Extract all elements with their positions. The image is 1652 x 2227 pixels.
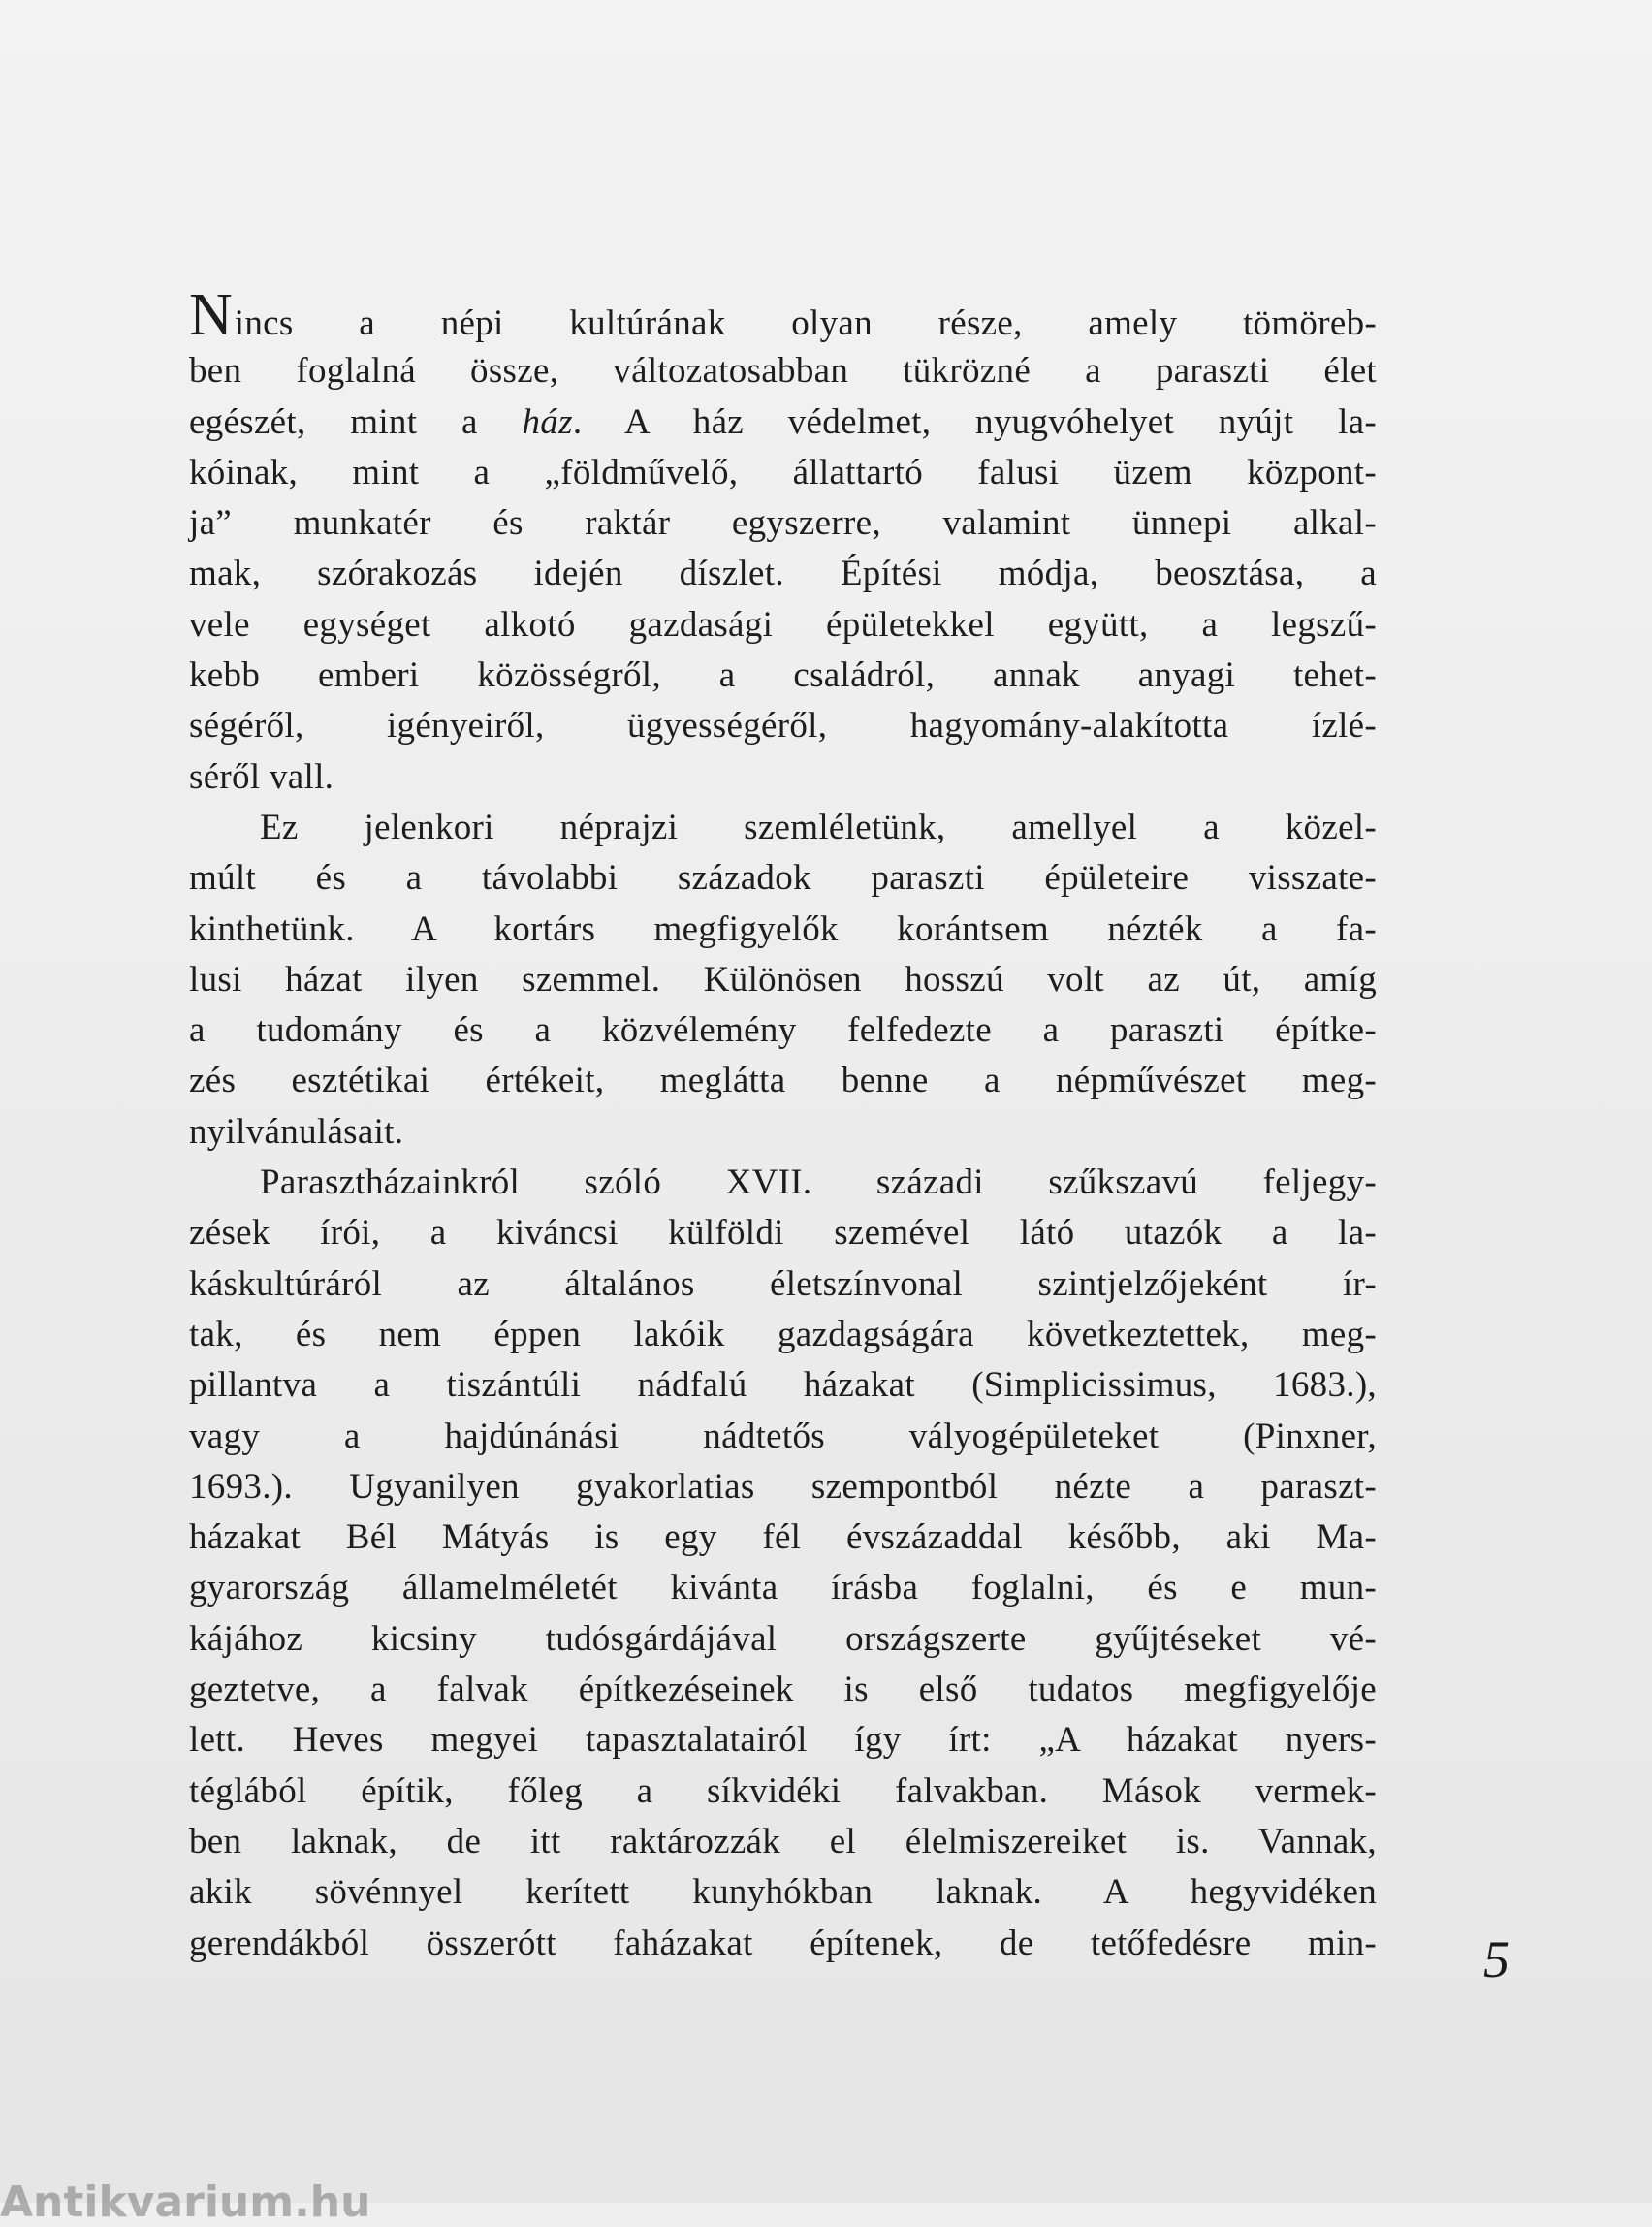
text-line: lett. Heves megyei tapasztalatairól így írt: „A házakat nyers-: [189, 1720, 1377, 1761]
text-line: kóinak, mint a „földművelő, állattartó falusi üzem központ-: [189, 452, 1377, 493]
text-line: vagy a hajdúnánási nádtetős vályogépületeket (Pinxner,: [189, 1416, 1377, 1456]
text-line: vele egységet alkotó gazdasági épületekkel együtt, a legszű-: [189, 604, 1377, 645]
text-line: Parasztházainkról szóló XVII. századi szűkszavú feljegy-: [260, 1162, 1377, 1203]
text-line: Nincs a népi kultúrának olyan része, amely tömöreb-: [189, 282, 1377, 348]
text-line: akik sövénnyel kerített kunyhókban laknak. A hegyvidéken: [189, 1872, 1377, 1913]
text-line: zések írói, a kiváncsi külföldi szemével látó utazók a la-: [189, 1213, 1377, 1254]
text-line: gyarország államelméletét kivánta írásba foglalni, és e mun-: [189, 1568, 1377, 1608]
text-line: téglából építik, főleg a síkvidéki falvakban. Mások vermek-: [189, 1770, 1377, 1811]
page-number: 5: [1483, 1930, 1509, 1988]
text-line: 1693.). Ugyanilyen gyakorlatias szempontból nézte a paraszt-: [189, 1466, 1377, 1507]
text-line: ben foglalná össze, változatosabban tükrözné a paraszti élet: [189, 351, 1377, 392]
text-line: lusi házat ilyen szemmel. Különösen hosszú volt az út, amíg: [189, 959, 1377, 1000]
text-line: kinthetünk. A kortárs megfigyelők korántsem nézték a fa-: [189, 908, 1377, 949]
text-line: gerendákból összerótt faházakat építenek, de tetőfedésre min-: [189, 1923, 1377, 1963]
text-line: kebb emberi közösségről, a családról, annak anyagi tehet-: [189, 655, 1377, 696]
text-line: egészét, mint a ház. A ház védelmet, nyugvóhelyet nyújt la-: [189, 401, 1378, 442]
text-line: nyilvánulásait.: [189, 1111, 404, 1152]
text-line: a tudomány és a közvélemény felfedezte a paraszti építke-: [189, 1010, 1377, 1051]
text-line: ségéről, igényeiről, ügyességéről, hagyomány-alakította ízlé-: [189, 706, 1377, 747]
text-line: séről vall.: [189, 756, 334, 797]
text-line: ben laknak, de itt raktározzák el élelmiszereiket is. Vannak,: [189, 1821, 1377, 1861]
text-line: tak, és nem éppen lakóik gazdagságára következtettek, meg-: [189, 1314, 1377, 1354]
text-line: zés esztétikai értékeit, meglátta benne a népművészet meg-: [189, 1061, 1377, 1101]
text-line: káskultúráról az általános életszínvonal szintjelzőjeként ír-: [189, 1263, 1377, 1304]
italic-word: ház: [522, 401, 573, 442]
watermark: Antikvarium.hu: [0, 2178, 371, 2227]
body-text: [189, 282, 1378, 1969]
text-line: kájához kicsiny tudósgárdájával országszerte gyűjtéseket vé-: [189, 1618, 1377, 1659]
text-line: múlt és a távolabbi századok paraszti épületeire visszate-: [189, 858, 1377, 899]
text-line: ja” munkatér és raktár egyszerre, valamint ünnepi alkal-: [189, 503, 1377, 544]
drop-cap: N: [189, 282, 233, 348]
text-line: geztetve, a falvak építkezéseinek is első tudatos megfigyelője: [189, 1670, 1377, 1710]
text-line: házakat Bél Mátyás is egy fél évszázaddal később, aki Ma-: [189, 1517, 1377, 1558]
text-line: pillantva a tiszántúli nádfalú házakat (Simplicissimus, 1683.),: [189, 1365, 1377, 1406]
text-line: Ez jelenkori néprajzi szemléletünk, amellyel a közel-: [260, 807, 1377, 847]
text-line: mak, szórakozás idején díszlet. Építési módja, beosztása, a: [189, 554, 1377, 594]
